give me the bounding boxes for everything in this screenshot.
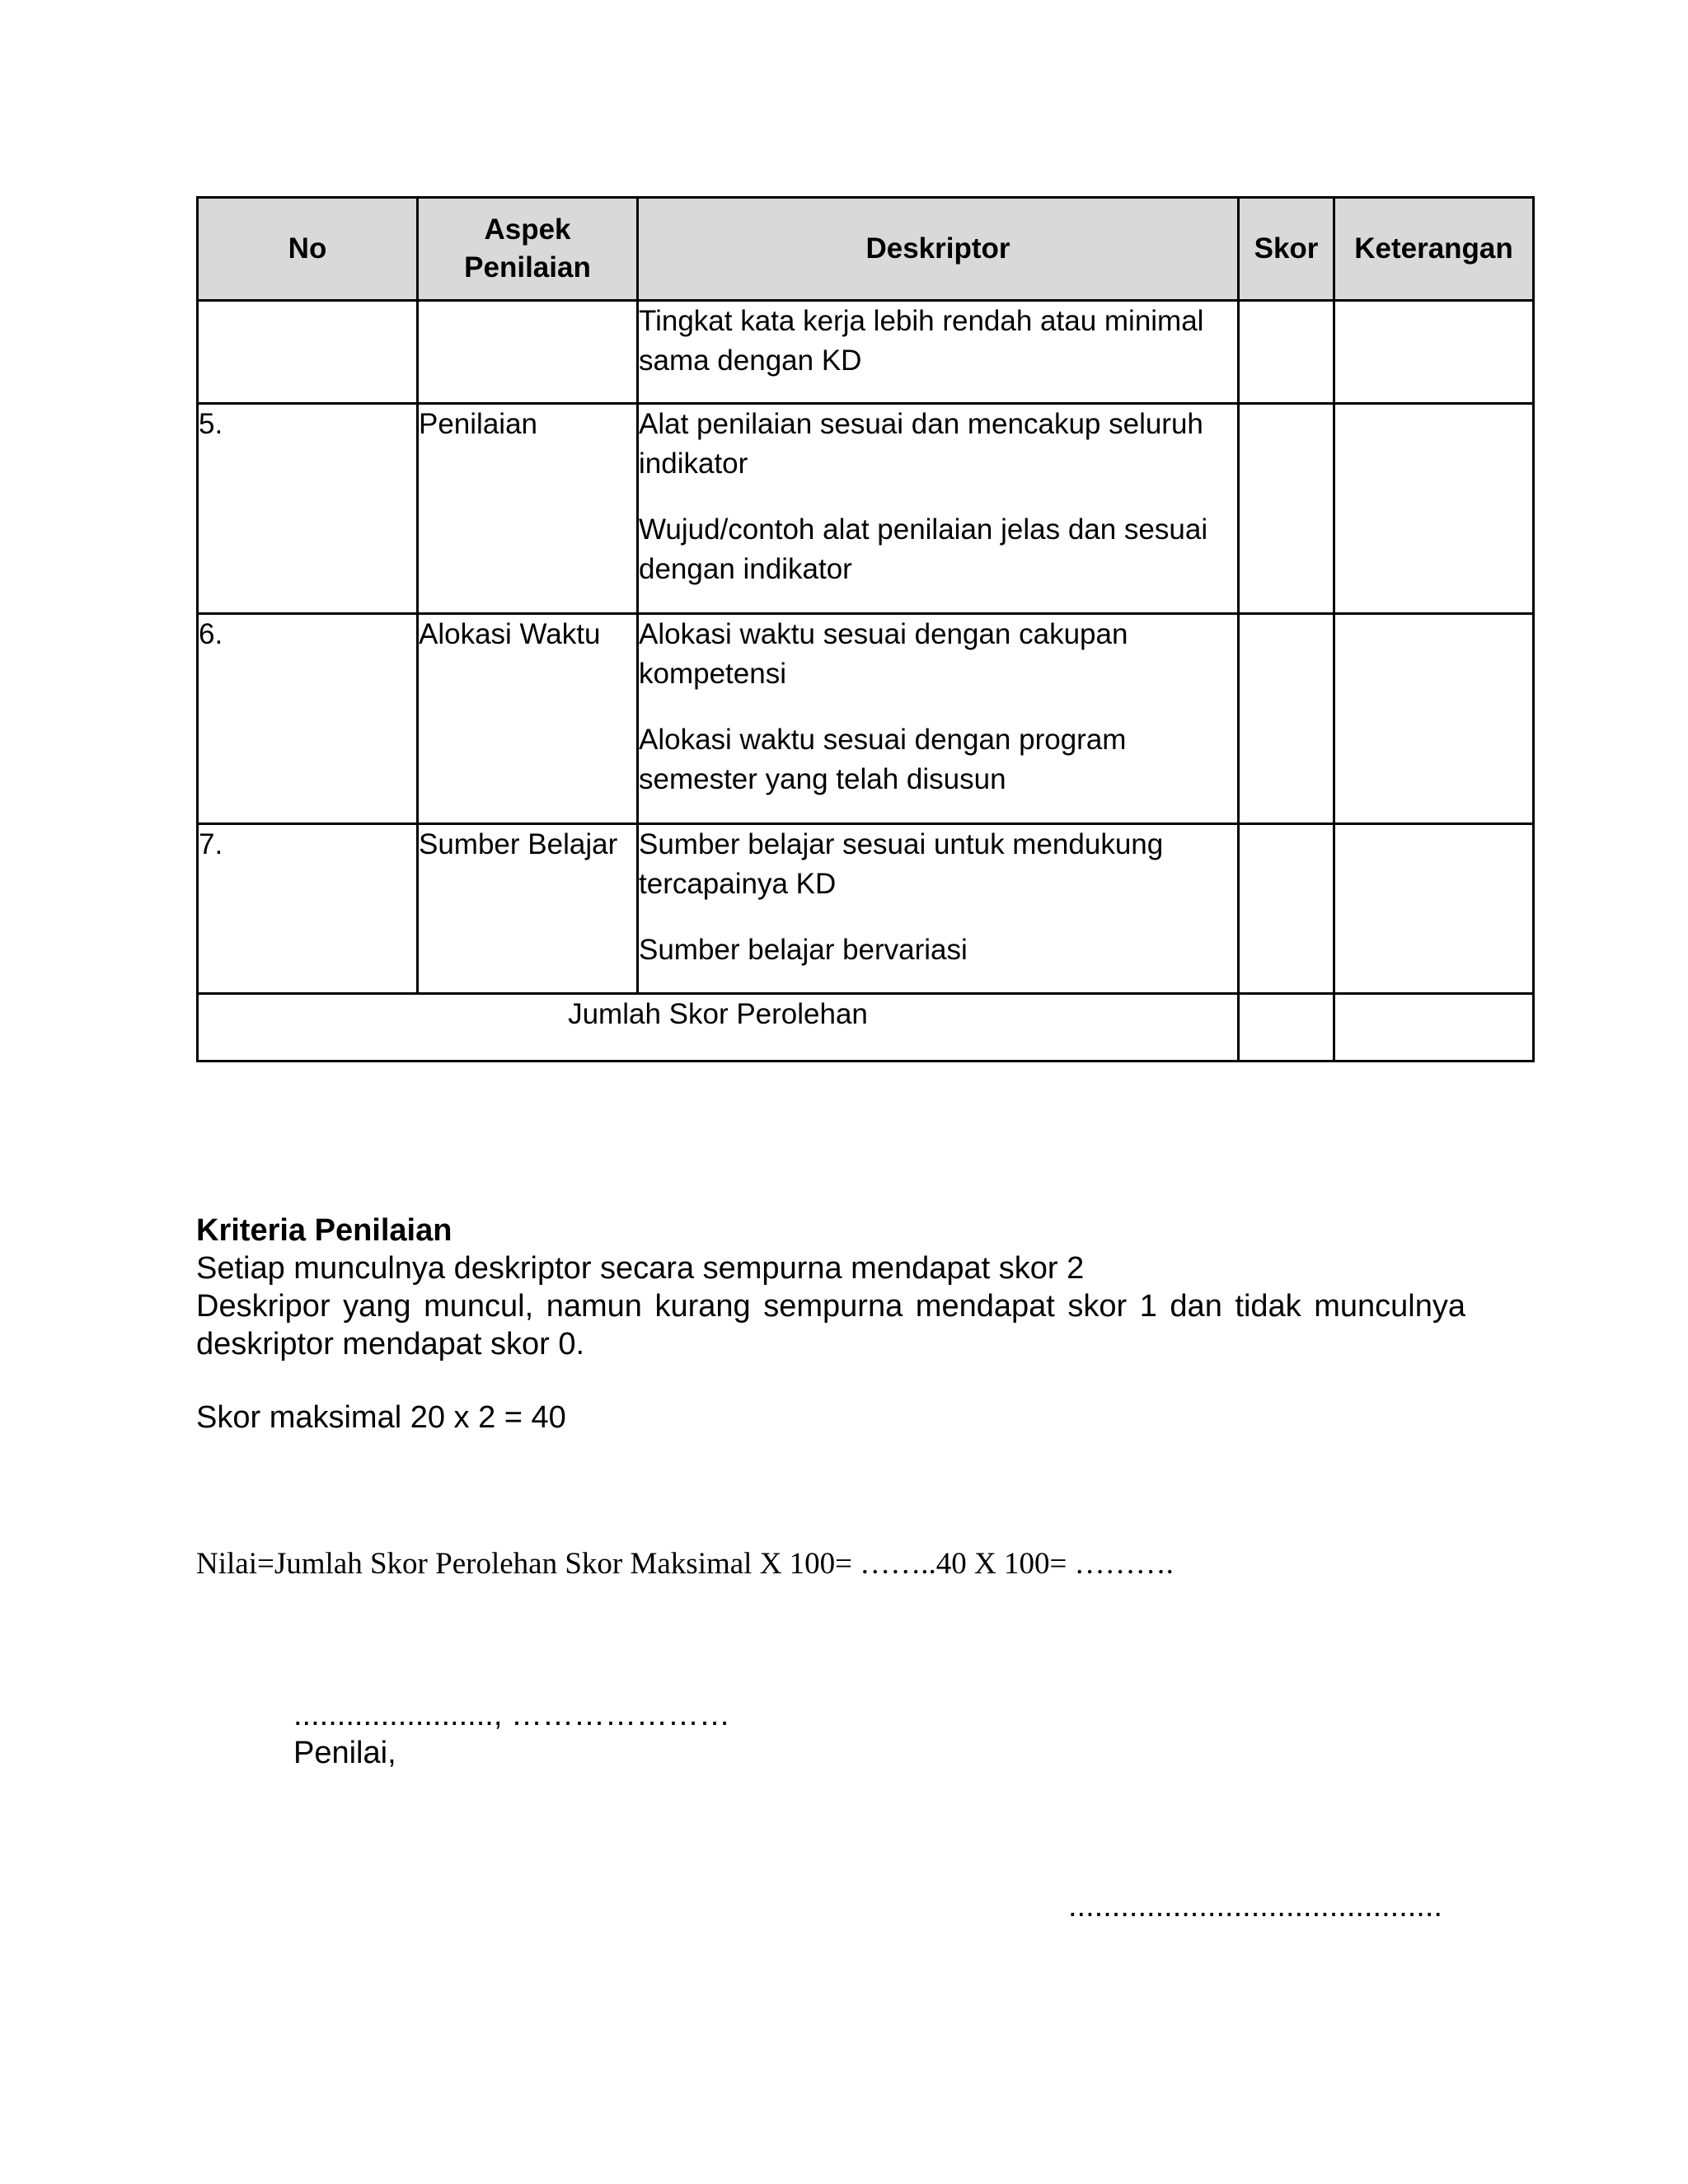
table-row (198, 824, 1534, 994)
cell-aspek: Penilaian (418, 404, 638, 614)
descriptor-item: Alokasi waktu sesuai dengan cakupan kompetensi (639, 618, 1128, 690)
table-header-row (198, 198, 1534, 301)
kriteria-line-1: Setiap munculnya deskriptor secara sempurna mendapat skor 2 (196, 1251, 1085, 1286)
cell-no: 5. (198, 404, 418, 614)
signature-place-date: ......................., ………………… (293, 1698, 730, 1732)
descriptor-item: Sumber belajar bervariasi (639, 934, 968, 966)
max-score: Skor maksimal 20 x 2 = 40 (196, 1400, 566, 1435)
cell-keterangan (1334, 404, 1534, 614)
descriptor-item: Alat penilaian sesuai dan mencakup seluruh indikator (639, 408, 1203, 480)
cell-skor (1239, 404, 1334, 614)
total-label: Jumlah Skor Perolehan (198, 994, 1239, 1062)
cell-skor (1239, 301, 1334, 404)
descriptor-item: Wujud/contoh alat penilaian jelas dan sesuai dengan indikator (639, 513, 1208, 585)
total-row (198, 994, 1534, 1062)
cell-skor (1239, 824, 1334, 994)
signature-name-line: ........................................... (1068, 1889, 1442, 1924)
descriptor-item: Sumber belajar sesuai untuk mendukung tercapainya KD (639, 828, 1164, 900)
header-deskriptor: Deskriptor (638, 198, 1239, 301)
total-keterangan-cell (1334, 994, 1534, 1062)
cell-deskriptor (638, 404, 1239, 614)
cell-keterangan (1334, 301, 1534, 404)
cell-deskriptor (638, 301, 1239, 404)
descriptor-item: Tingkat kata kerja lebih rendah atau minimal sama dengan KD (639, 305, 1204, 377)
cell-aspek: Sumber Belajar (418, 824, 638, 994)
header-no: No (198, 198, 418, 301)
table-row (198, 301, 1534, 404)
assessment-table (196, 196, 1535, 1062)
nilai-formula: Nilai=Jumlah Skor Perolehan Skor Maksimal X 100= ……..40 X 100= ………. (196, 1547, 1174, 1581)
cell-deskriptor (638, 614, 1239, 824)
cell-no (198, 301, 418, 404)
cell-no: 7. (198, 824, 418, 994)
signature-block (293, 1696, 730, 1772)
cell-no: 6. (198, 614, 418, 824)
kriteria-section (196, 1212, 1465, 1363)
kriteria-title: Kriteria Penilaian (196, 1213, 452, 1248)
table-row (198, 614, 1534, 824)
cell-aspek: Alokasi Waktu (418, 614, 638, 824)
total-skor-cell (1239, 994, 1334, 1062)
header-skor: Skor (1239, 198, 1334, 301)
cell-deskriptor (638, 824, 1239, 994)
cell-keterangan (1334, 614, 1534, 824)
cell-aspek (418, 301, 638, 404)
header-aspek: Aspek Penilaian (418, 198, 638, 301)
header-keterangan: Keterangan (1334, 198, 1534, 301)
cell-skor (1239, 614, 1334, 824)
descriptor-item: Alokasi waktu sesuai dengan program semester yang telah disusun (639, 724, 1127, 795)
kriteria-line-2: Deskripor yang muncul, namun kurang sempurna mendapat skor 1 dan tidak munculnya deskriptor mendapat skor 0. (196, 1289, 1465, 1361)
signature-role: Penilai, (293, 1736, 396, 1770)
table-row (198, 404, 1534, 614)
cell-keterangan (1334, 824, 1534, 994)
